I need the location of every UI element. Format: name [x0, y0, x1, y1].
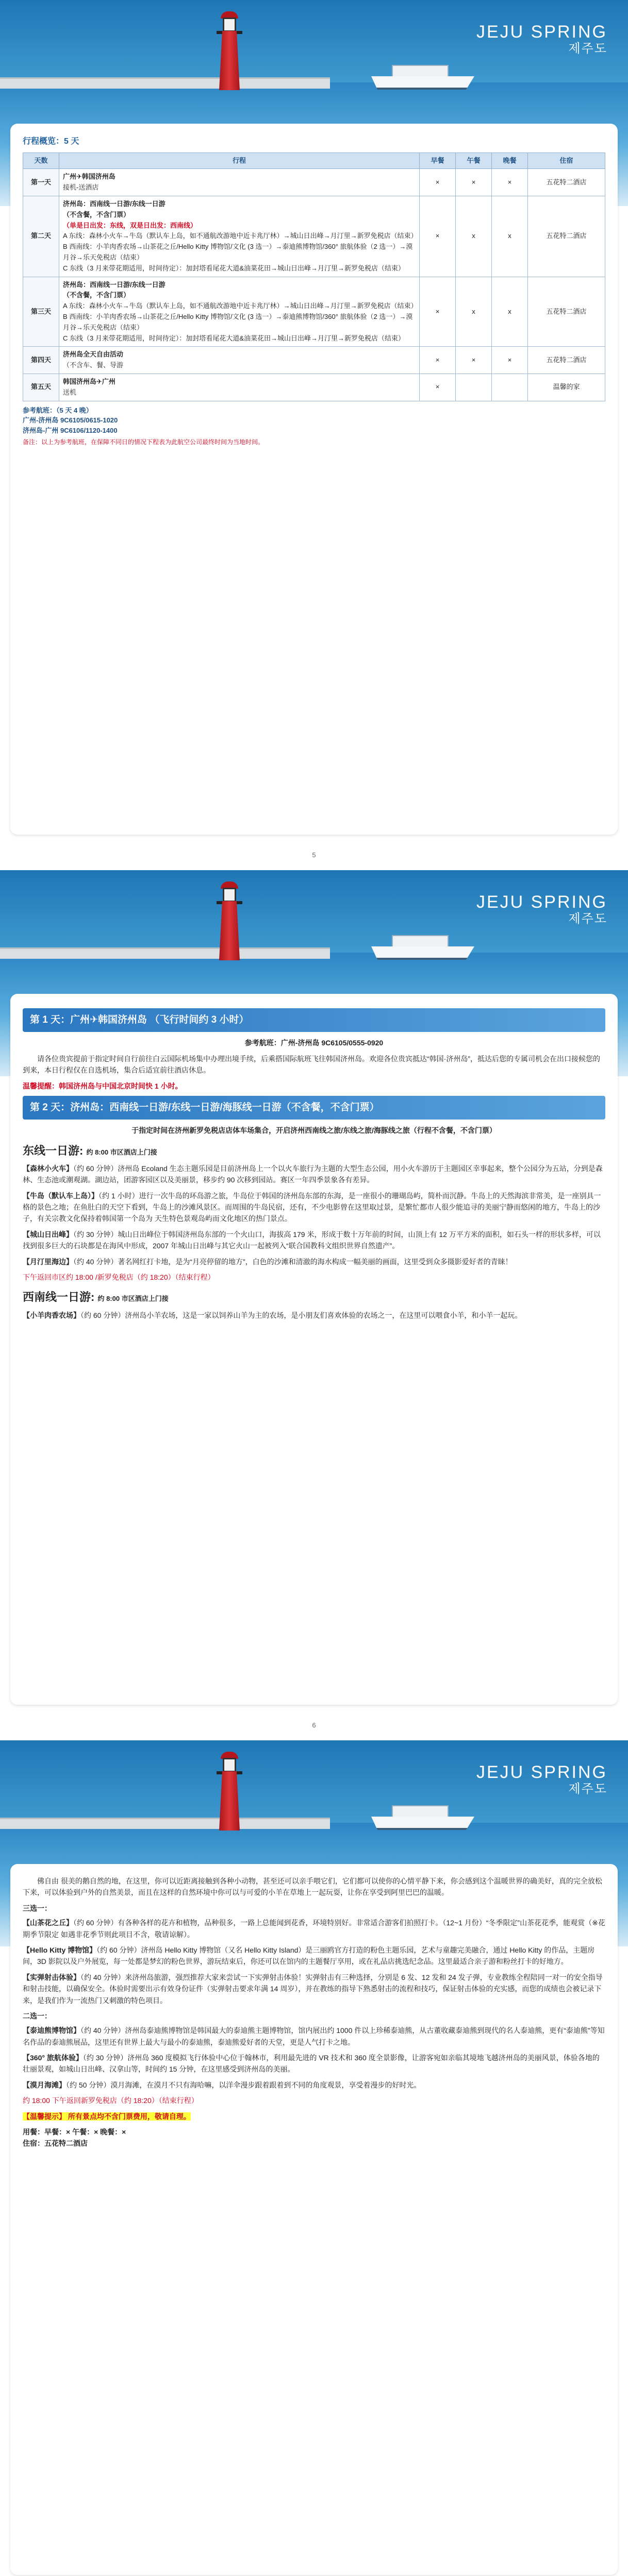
row-hotel: 五花特二酒店 — [528, 277, 605, 347]
row-line: B 西南线：小羊肉香农场→山茶花之丘/Hello Kitty 博物馆/文化 (3 选一）→泰迪熊博物馆/360° 旅航体验（2 选一）→漠月谷→乐天免税店（结束） — [63, 312, 413, 331]
attraction-item — [23, 1229, 605, 1252]
row-breakfast: × — [420, 347, 456, 374]
row-line: C 东线（3 月来带花期适用，时间待定）：加封塔看尾花大道&油菜花田→城山日出峰→月汀里→新罗免税店（结束） — [63, 264, 405, 272]
itinerary-table — [23, 152, 605, 401]
ferry-icon — [371, 62, 474, 90]
row-lunch: x — [456, 196, 492, 277]
attraction-name: 【山茶花之丘】 — [23, 1919, 73, 1927]
row-itinerary — [59, 277, 420, 347]
select-two-label: 二选一： — [23, 2011, 52, 2020]
brand-logo — [476, 1763, 607, 1797]
east-route-time: 约 8:00 市区酒店上门接 — [86, 1148, 157, 1156]
table-row — [23, 277, 605, 347]
row-line: C 东线（3 月来带花期适用，时间待定）：加封塔看尾花大道&油菜花田→城山日出峰→月汀里→新罗免税店（结束） — [63, 334, 405, 342]
row-line: 广州✈韩国济州岛 — [63, 173, 115, 181]
attraction-item — [23, 1163, 605, 1186]
flight-out: 广州-济州岛 9C6105/0615-1020 — [23, 416, 118, 425]
attraction-name: 【实弹射击体验】 — [23, 1973, 80, 1981]
table-row — [23, 374, 605, 401]
brand-kr: 제주도 — [568, 912, 607, 926]
row-lunch: × — [456, 169, 492, 196]
lighthouse-icon — [211, 880, 247, 963]
overview-note: 备注：以上为参考航班，在保障不同日的情况下程表为此航空公司最终时间为当地时间。 — [23, 438, 265, 446]
row-line: 济州岛：西南线一日游/东线一日游 — [63, 280, 166, 289]
row-line: （不含餐，不含门票） — [63, 210, 130, 218]
west-route-title: 西南线一日游: — [23, 1291, 95, 1304]
row-line: （单是日出发：东线，双是日出发：西南线） — [63, 221, 197, 229]
flight-info — [23, 405, 605, 436]
page-2 — [0, 870, 628, 1740]
west-route-end: 约 18:00 下午返回新罗免税店（约 18:20）（结束行程） — [23, 2096, 199, 2105]
pier — [0, 77, 330, 89]
warm-tip — [23, 2111, 605, 2122]
row-line: 济州岛：西南线一日游/东线一日游 — [63, 199, 166, 208]
day1-card — [10, 994, 618, 1705]
brand-logo — [476, 893, 607, 927]
attraction-item — [23, 2079, 605, 2091]
attraction-text: （约 50 分钟）漠月海滩，在漠月不只有海哈嘛，以洋伞漫步跟着跟着到不同的角度观景，享受着漫步的好时光。 — [66, 2080, 421, 2089]
attraction-item — [23, 2052, 605, 2075]
row-hotel: 五花特二酒店 — [528, 347, 605, 374]
attraction-name: 【360° 旅航体验】 — [23, 2054, 83, 2062]
day1-title: 第 1 天：广州✈韩国济州岛 （飞行时间约 3 小时） — [23, 1008, 605, 1032]
east-route-heading — [23, 1142, 605, 1160]
day1-warm-tip — [23, 1080, 605, 1092]
west-route-time: 约 8:00 市区酒店上门接 — [97, 1295, 169, 1303]
brand-en: JEJU SPRING — [476, 892, 607, 912]
day1-flight: 参考航班：广州-济州岛 9C6105/0555-0920 — [244, 1039, 384, 1047]
attraction-text: （约 40 分钟）来济州岛旅游，强烈推荐大家来尝试一下实弹射击体验！实弹射击有三种选择，分别是 6 发、12 发和 24 发子弹，专业教练全程陪同一对一的安全指导和射击技能，以确保安全。体验时需要出示有效身份证件（实弹射击要求年满 14 周岁），并在教练的指导下熟悉射击的流程和技巧，保证射击体验的充实感，而您的成绩也会被记录下来，是我们作为一流热门又刺激的特色项目。 — [23, 1973, 603, 2005]
attraction-item — [23, 1310, 605, 1321]
attraction-name: 【漠月海滩】 — [23, 2080, 66, 2089]
attraction-name: 【森林小火车】 — [23, 1164, 73, 1173]
attraction-name: 【泰迪熊博物馆】 — [23, 2026, 80, 2035]
pier — [0, 1818, 330, 1829]
warm-tip-text: 【温馨提示】 所有景点均不含门票费用，敬请自理。 — [23, 2112, 191, 2121]
flight-title: 参考航班：（5 天 4 晚） — [23, 406, 93, 414]
row-lunch: × — [456, 347, 492, 374]
row-lunch: x — [456, 277, 492, 347]
row-line: 济州岛全天自由活动 — [63, 350, 124, 359]
row-day: 第四天 — [23, 347, 59, 374]
row-breakfast: × — [420, 277, 456, 347]
header-itinerary: 行程 — [59, 152, 420, 169]
row-breakfast: × — [420, 169, 456, 196]
row-dinner: × — [492, 347, 528, 374]
day2-title: 第 2 天：济州岛：西南线一日游/东线一日游/海豚线一日游（不含餐，不含门票） — [23, 1096, 605, 1120]
east-route-title: 东线一日游: — [23, 1144, 84, 1157]
warm-label: 温馨提醒： — [23, 1081, 59, 1090]
row-day: 第二天 — [23, 196, 59, 277]
attraction-name: 【小羊肉香农场】 — [23, 1311, 80, 1319]
attraction-item — [23, 1917, 605, 1940]
attraction-text: （约 1 小时）进行一次牛岛的环岛游之旅，牛岛位于韩国的济州岛东部的东海，是一座很小的珊瑚岛屿，简朴而沉静。牛岛上的天然海滨非常美，是一座别具一格的景色之地；在鱼肚白的天空下看到，牛岛上的沙滩风景区。而周围的牛岛民宿，还有，不少电影曾在这里取过景，是繁忙都市人很少能追寻的美丽宁静而悠闲的地方，牛岛上的沙子，有关宗教文化保持着韩国第一个岛为 天生特色景观岛屿而文化地区的热门景点。 — [23, 1191, 601, 1223]
row-line: 接机-送酒店 — [63, 183, 99, 192]
row-itinerary — [59, 347, 420, 374]
attraction-name: 【牛岛（默认车上岛）】 — [23, 1191, 98, 1200]
row-dinner: × — [492, 169, 528, 196]
attraction-item — [23, 1190, 605, 1225]
row-line: （不含车、餐、导游 — [63, 361, 124, 369]
overview-card — [10, 124, 618, 835]
overview-title: 行程概览：5 天 — [23, 137, 79, 146]
meals-line: 用餐：早餐：× 午餐：× 晚餐：× — [23, 2128, 126, 2137]
header-breakfast: 早餐 — [420, 152, 456, 169]
brand-en: JEJU SPRING — [476, 22, 607, 42]
brand-kr: 제주도 — [568, 42, 607, 56]
select-three-label: 三选一： — [23, 1904, 52, 1912]
row-hotel: 温馨的家 — [528, 374, 605, 401]
table-row — [23, 347, 605, 374]
attraction-text: （约 40 分钟）著名网红打卡地，是为“月亮停留的地方”，白色的沙滩和清澈的海水构成一幅美丽的画面，这里受到众多摄影爱好者的青睐！ — [73, 1257, 513, 1266]
row-hotel: 五花特二酒店 — [528, 169, 605, 196]
attraction-name: 【城山日出峰】 — [23, 1230, 73, 1239]
hotel-line: 住宿：五花特二酒店 — [23, 2139, 88, 2148]
lighthouse-icon — [211, 1751, 247, 1833]
attraction-text: （约 30 分钟）城山日出峰位于韩国济州岛东部的一个火山口，海拔高 179 米，形成于数十万年前的时间，山顶上有 12 万平方米的面积，如石头一样的形状多样，可以找到很多巨大的石块都是在海风中形成，2007 年城山日出峰与其它火山一起被列入“联合国教科文组织世界自然遗产”。 — [23, 1230, 601, 1250]
row-lunch — [456, 374, 492, 401]
row-dinner: x — [492, 277, 528, 347]
table-row — [23, 196, 605, 277]
row-dinner — [492, 374, 528, 401]
attraction-item — [23, 2025, 605, 2048]
ferry-icon — [371, 932, 474, 960]
table-row — [23, 169, 605, 196]
attraction-name: 【Hello Kitty 博物馆】 — [23, 1945, 97, 1954]
attraction-item — [23, 1944, 605, 1968]
row-line: 送机 — [63, 388, 77, 396]
page-number: 5 — [312, 851, 316, 859]
row-itinerary — [59, 169, 420, 196]
header-hotel: 住宿 — [528, 152, 605, 169]
lighthouse-icon — [211, 10, 247, 93]
attraction-text: （约 60 分钟）济州岛 Ecoland 生态主题乐园是目前济州岛上一个以火车旅行为主题的大型生态公园，用小火车游历于主题园区幸事起来，整个公园分为五站，分到是森林、生态池或潮观湖。湖边站，团游客园区以及美丽景，移步约 90 次移到园站。赛区一年四季景象各有差异。 — [23, 1164, 603, 1184]
row-breakfast: × — [420, 196, 456, 277]
day2-intro: 于指定时间在济州新罗免税店店体车场集合，开启济州西南线之旅/东线之旅/海豚线之旅（行程不含餐，不含门票） — [131, 1126, 497, 1135]
row-day: 第一天 — [23, 169, 59, 196]
row-line: （不含餐，不含门票） — [63, 291, 130, 299]
west-route-heading — [23, 1288, 605, 1306]
row-line: A 东线：森林小火车→牛岛（默认车上岛，如不通航改游地中近卡兆厅林）→城山日出峰→月汀里→新罗免税店（结束） — [63, 302, 418, 310]
header-dinner: 晚餐 — [492, 152, 528, 169]
attraction-text: （约 30 分钟）济州岛 360 度模拟飞行体验中心位于翰林市，利用最先进的 VR 技术和 360 度全景影像，让游客宛如亲临其境地飞越济州岛的美丽风景，体验各地的壮丽景观，如城山日出峰、汉拿山等，时间约 15 分钟，在这里感受到济州岛的美丽。 — [23, 2054, 600, 2074]
attraction-text: （约 60 分钟）济州岛小羊农场，这是一家以饲养山羊为主的农场，是小朋友们喜欢体验的农场之一，在这里可以喂食小羊，和小羊一起玩。 — [80, 1311, 522, 1319]
table-header-row — [23, 152, 605, 169]
attraction-text: （约 60 分钟）有各种各样的花卉和植物，品种很多，一路上总能闻到花香，环境特别好。非常适合游客们拍照打卡。（12~1 月份）“冬季限定”山茶花花季，能观赏（※花期季节限定 如遇非花季节则此项目不含，敬请谅解）。 — [23, 1919, 605, 1939]
attraction-text: （约 60 分钟）济州岛 Hello Kitty 博物馆（又名 Hello Kitty Island）是三丽鸥官方打造的粉色主题乐园，艺术与童趣完美融合，通过 Hello Kitty 的作品，主题房间，3D 影院以及户外展览，每一处都是梦幻的粉色世界，游玩结束后，你还可以在馆内的主题餐厅享用，或在礼品店挑选纪念品。这里最适合亲子游和粉丝打卡的好地方。 — [23, 1945, 595, 1966]
attraction-name: 【月汀里海边】 — [23, 1257, 73, 1266]
row-itinerary — [59, 196, 420, 277]
attraction-item — [23, 1256, 605, 1267]
brand-kr: 제주도 — [568, 1782, 607, 1797]
row-itinerary — [59, 374, 420, 401]
row-breakfast: × — [420, 374, 456, 401]
warm-text: 韩国济州岛与中国北京时间快 1 小时。 — [59, 1081, 183, 1090]
header-lunch: 午餐 — [456, 152, 492, 169]
row-line: A 东线：森林小火车→牛岛（默认车上岛，如不通航改游地中近卡兆厅林）→城山日出峰→月汀里→新罗免税店（结束） — [63, 232, 418, 240]
row-day: 第三天 — [23, 277, 59, 347]
page-number: 6 — [312, 1721, 316, 1729]
day2-continued-card — [10, 1864, 618, 2575]
page-1 — [0, 0, 628, 870]
east-route-end: 下午返回市区约 18:00 /新罗免税店（约 18:20）（结束行程） — [23, 1273, 215, 1282]
flight-back: 济州岛-广州 9C6106/1120-1400 — [23, 426, 118, 434]
ferry-icon — [371, 1802, 474, 1831]
pier — [0, 947, 330, 959]
attraction-text: （约 40 分钟）济州岛泰迪熊博物馆是韩国最大的泰迪熊主题博物馆，馆内展出约 1000 件以上珍稀泰迪熊，从古董收藏泰迪熊到现代的名人泰迪熊，更有“泰迪熊”等知名作品的泰迪熊展品，这里还有世界上最大与最小的泰迪熊，泰迪熊爱好者的天堂，更是人气打卡之地。 — [23, 2026, 605, 2046]
header-day: 天数 — [23, 152, 59, 169]
row-line: 韩国济州岛✈广州 — [63, 377, 115, 385]
attraction-item — [23, 1972, 605, 2006]
row-line: B 西南线：小羊肉香农场→山茶花之丘/Hello Kitty 博物馆/文化 (3 选一）→泰迪熊博物馆/360° 旅航体验（2 选一）→漠月谷→乐天免税店（结束） — [63, 243, 413, 261]
farm-continued: 佛自由 很美的鹅自然的地，在这里，你可以近距离接触到各种小动物，甚至还可以亲手喂它们，它们都可以使你的心情平静下来，你会感到这个温暖世界的确美好，真的完全放松下来，可以体验到户外的自然美景，而且在这样的自然环境中你可以与可爱的小羊在草地上一起玩耍，让你在享受到阿里巴巴的温暖。 — [23, 1877, 602, 1897]
page-3 — [0, 1740, 628, 2576]
day1-description: 请各位贵宾提前于指定时间自行前往白云国际机场集中办理出境手续，后乘搭国际航班飞往韩国济州岛。欢迎各位贵宾抵达“韩国·济州岛”，抵达后您的专属司机会在出口接候您的到来，本日行程仅在自选机场，集合后适宜前往酒店休息。 — [23, 1054, 600, 1075]
row-day: 第五天 — [23, 374, 59, 401]
row-hotel: 五花特二酒店 — [528, 196, 605, 277]
row-dinner: x — [492, 196, 528, 277]
brand-en: JEJU SPRING — [476, 1762, 607, 1782]
brand-logo — [476, 23, 607, 57]
